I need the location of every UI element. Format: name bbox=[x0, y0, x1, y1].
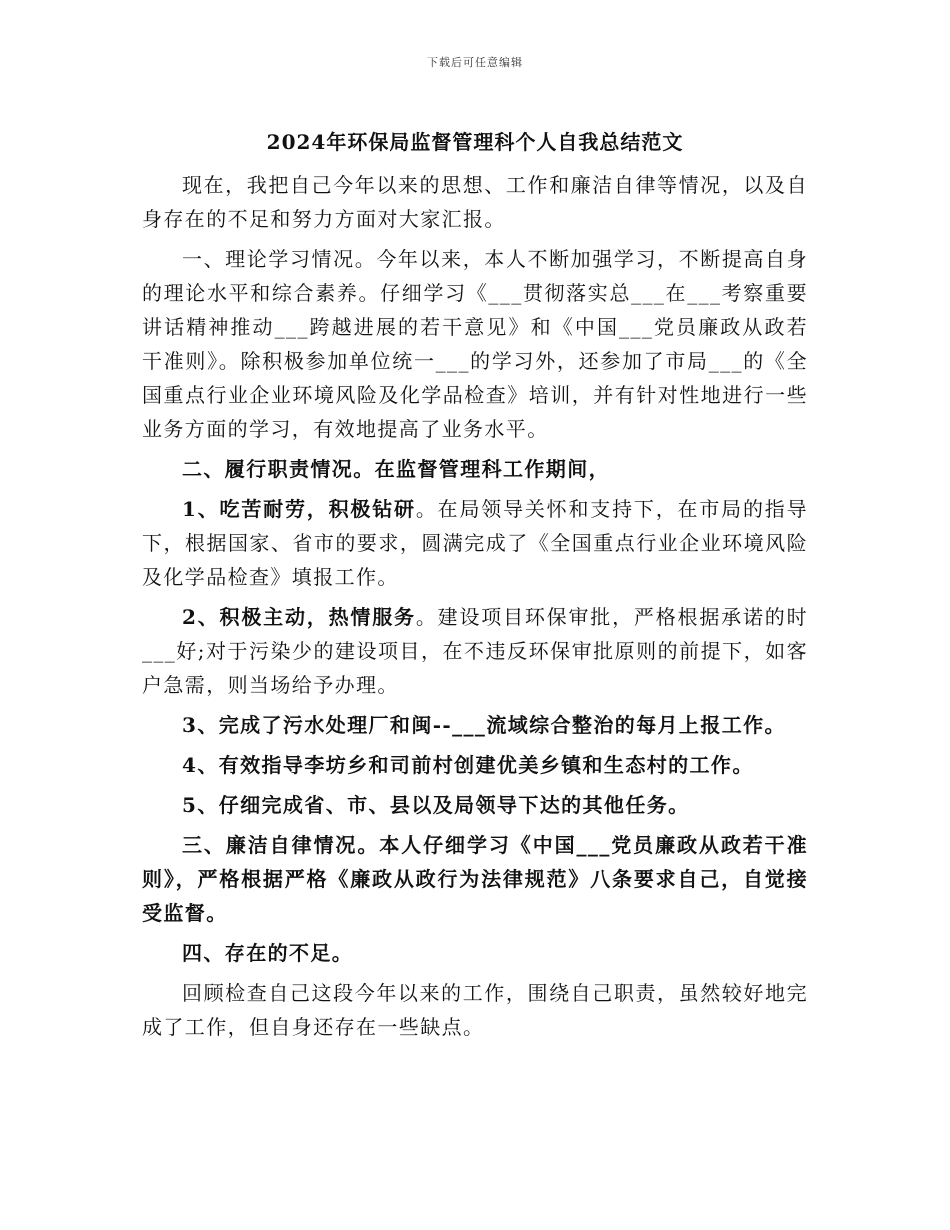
paragraph-intro bbox=[142, 168, 808, 236]
paragraph-text: 现在，我把自己今年以来的思想、工作和廉洁自律等情况，以及自身存在的不足和努力方面对大家汇报。 bbox=[142, 173, 808, 231]
paragraph-theory-study bbox=[142, 242, 808, 446]
paragraph-shortcomings-heading bbox=[142, 936, 808, 970]
paragraph-duty-5 bbox=[142, 788, 808, 822]
paragraph-text: 。建设项目环保审批，严格根据承诺的时___好;对于污染少的建设项目，在不违反环保审批原则的前提下，如客户急需，则当场给予办理。 bbox=[142, 605, 808, 697]
document-title: 2024年环保局监督管理科个人自我总结范文 bbox=[266, 130, 684, 154]
paragraph-text: 一、理论学习情况。今年以来，本人不断加强学习，不断提高自身的理论水平和综合素养。仔细学习《___贯彻落实总___在___考察重要讲话精神推动___跨越进展的若干意见》和《中国___党员廉政从政若干准则》。除积极参加单位统一___的学习外，还参加了市局___的《全国重点行业企业环境风险及化学品检查》培训，并有针对性地进行一些业务方面的学习，有效地提高了业务水平。 bbox=[142, 247, 808, 441]
page-header-note: 下载后可任意编辑 bbox=[427, 56, 523, 69]
paragraph-integrity bbox=[142, 828, 808, 930]
paragraph-text: 4、有效指导李坊乡和司前村创建优美乡镇和生态村的工作。 bbox=[182, 753, 754, 777]
paragraph-text: 3、完成了污水处理厂和闽--___流域综合整治的每月上报工作。 bbox=[182, 713, 786, 737]
paragraph-duty-4 bbox=[142, 748, 808, 782]
paragraph-text: 5、仔细完成省、市、县以及局领导下达的其他任务。 bbox=[182, 793, 690, 817]
paragraph-lead: 2、积极主动，热情服务 bbox=[182, 605, 416, 629]
paragraph-text: 。在局领导关怀和支持下，在市局的指导下，根据国家、省市的要求，圆满完成了《全国重点行业企业环境风险及化学品检查》填报工作。 bbox=[142, 497, 808, 589]
paragraph-duty-3 bbox=[142, 708, 808, 742]
paragraph-review bbox=[142, 976, 808, 1044]
paragraph-lead: 1、吃苦耐劳，积极钻研 bbox=[182, 497, 416, 521]
paragraph-duties-heading bbox=[142, 452, 808, 486]
document-body bbox=[142, 168, 808, 1050]
paragraph-text: 四、存在的不足。 bbox=[182, 941, 354, 965]
paragraph-text: 二、履行职责情况。在监督管理科工作期间， bbox=[182, 457, 610, 481]
paragraph-duty-1 bbox=[142, 492, 808, 594]
paragraph-text: 三、廉洁自律情况。本人仔细学习《中国___党员廉政从政若干准则》，严格根据严格《廉政从政行为法律规范》八条要求自己，自觉接受监督。 bbox=[142, 833, 808, 925]
paragraph-duty-2 bbox=[142, 600, 808, 702]
paragraph-text: 回顾检查自己这段今年以来的工作，围绕自己职责，虽然较好地完成了工作，但自身还存在一些缺点。 bbox=[142, 981, 808, 1039]
